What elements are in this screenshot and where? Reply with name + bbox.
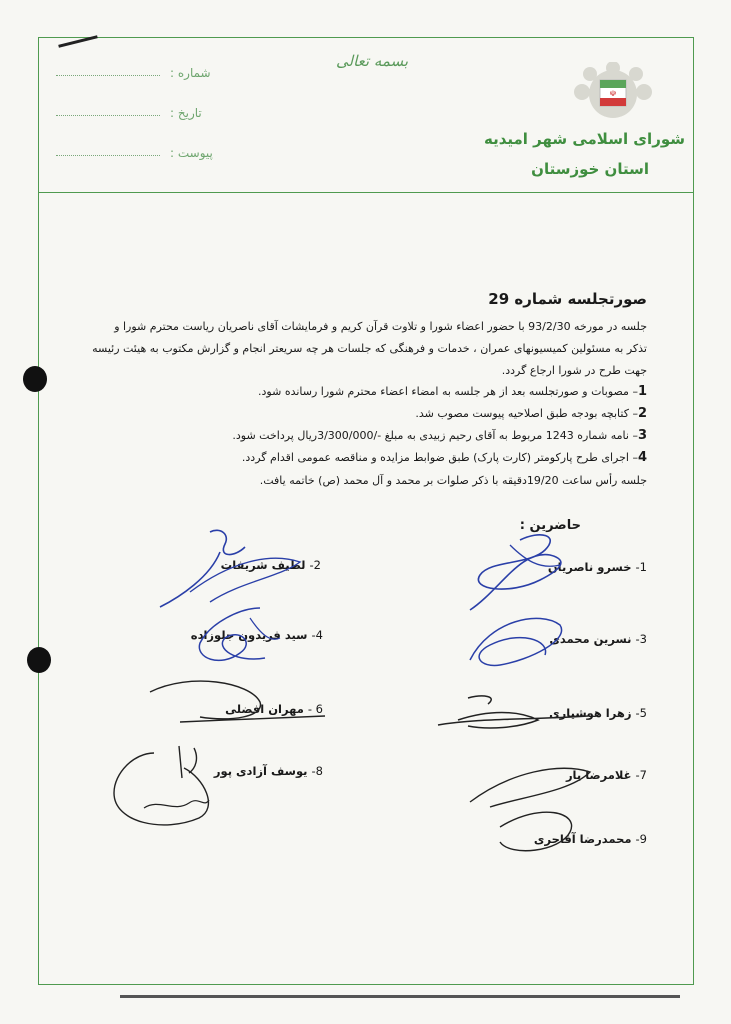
closing-line: جلسه رأس ساعت 19/20دقیقه با ذکر صلوات بر محمد و آل محمد (ص) خاتمه یافت.	[259, 474, 647, 487]
punch-hole-bottom	[27, 647, 51, 673]
member-9-name: محمدرضا آقاجری	[533, 832, 632, 846]
item-1	[258, 384, 647, 399]
field-number-label: شماره :	[170, 66, 211, 80]
field-number	[170, 66, 211, 80]
intro-line-2: تذکر به مسئولین کمیسیونهای عمران ، خدمات و فرهنگی که جلسات هر چه سریعتر انجام و گزارش مکتوب به هیئت رئیسه	[92, 342, 647, 355]
member-6-number: 6 -	[307, 702, 323, 716]
signature-4	[180, 598, 290, 678]
intro-line-3: جهت طرح در شورا ارجاع گردد.	[501, 364, 647, 377]
item-4-number: 4	[637, 450, 647, 465]
item-4-text: – اجرای طرح پارکومتر (کارت پارک) طبق ضوابط مزایده و مناقصه عمومی اقدام گردد.	[241, 451, 638, 464]
member-8-name: یوسف آزادی پور	[213, 764, 308, 778]
emblem-logo	[568, 62, 658, 126]
item-3-number: 3	[637, 428, 647, 443]
scan-mark-bottom	[120, 995, 680, 998]
member-1-name: خسرو ناصریان	[547, 560, 632, 574]
minutes-title: صورتجلسه شماره 29	[488, 290, 647, 308]
header-divider	[38, 192, 694, 193]
member-4-number: 4-	[311, 628, 323, 642]
item-4	[242, 450, 647, 465]
item-2	[415, 406, 647, 421]
member-3-name: نسرین محمدی	[549, 632, 632, 646]
member-2-number: 2-	[309, 558, 321, 572]
member-1-number: 1-	[635, 560, 647, 574]
item-3-text: – نامه شماره 1243 مربوط به آقای رحیم زبیدی به مبلغ -/3/300/000ریال پرداخت شود.	[232, 429, 638, 442]
member-6-name: مهران افضلی	[225, 702, 304, 716]
member-2-name: لطیف شریفات	[220, 558, 306, 572]
member-3-number: 3-	[635, 632, 647, 646]
council-name: شورای اسلامی شهر امیدیه	[483, 130, 685, 148]
punch-hole-top	[23, 366, 47, 392]
field-date	[170, 106, 202, 120]
basmala: بسمه تعالی	[336, 52, 409, 70]
signature-3	[450, 600, 580, 680]
member-9-number: 9-	[635, 832, 647, 846]
item-1-text: – مصوبات و صورتجلسه بعد از هر جلسه به امضاء اعضاء محترم شورا رسانده شود.	[258, 385, 638, 398]
field-attachment	[170, 146, 213, 160]
field-attachment-label: پیوست :	[170, 146, 213, 160]
svg-text:☫: ☫	[609, 89, 617, 98]
item-1-number: 1	[637, 384, 647, 399]
item-2-number: 2	[637, 406, 647, 421]
member-7-number: 7-	[635, 768, 647, 782]
item-2-text: – کتابچه بودجه طبق اصلاحیه پیوست مصوب شد.	[415, 407, 638, 420]
member-5-name: زهرا هوشیاری	[549, 706, 632, 720]
province-name: استان خوزستان	[531, 160, 649, 178]
member-4-name: سید فریدون جلوزاده	[190, 628, 308, 642]
member-7-name: غلامرضا یار	[565, 768, 632, 782]
signature-7	[460, 752, 610, 862]
attendees-title: حاضرین :	[519, 518, 581, 533]
signature-5	[428, 690, 598, 750]
intro-line-1: جلسه در مورخه 93/2/30 با حضور اعضاء شورا و تلاوت قرآن کریم و فرمایشات آقای ناصریان ریاست محترم شورا و	[114, 320, 647, 333]
item-3	[232, 428, 647, 443]
signature-8	[104, 738, 234, 838]
member-5-number: 5-	[635, 706, 647, 720]
member-8-number: 8-	[311, 764, 323, 778]
signature-6	[140, 672, 330, 742]
field-date-label: تاریخ :	[170, 106, 202, 120]
